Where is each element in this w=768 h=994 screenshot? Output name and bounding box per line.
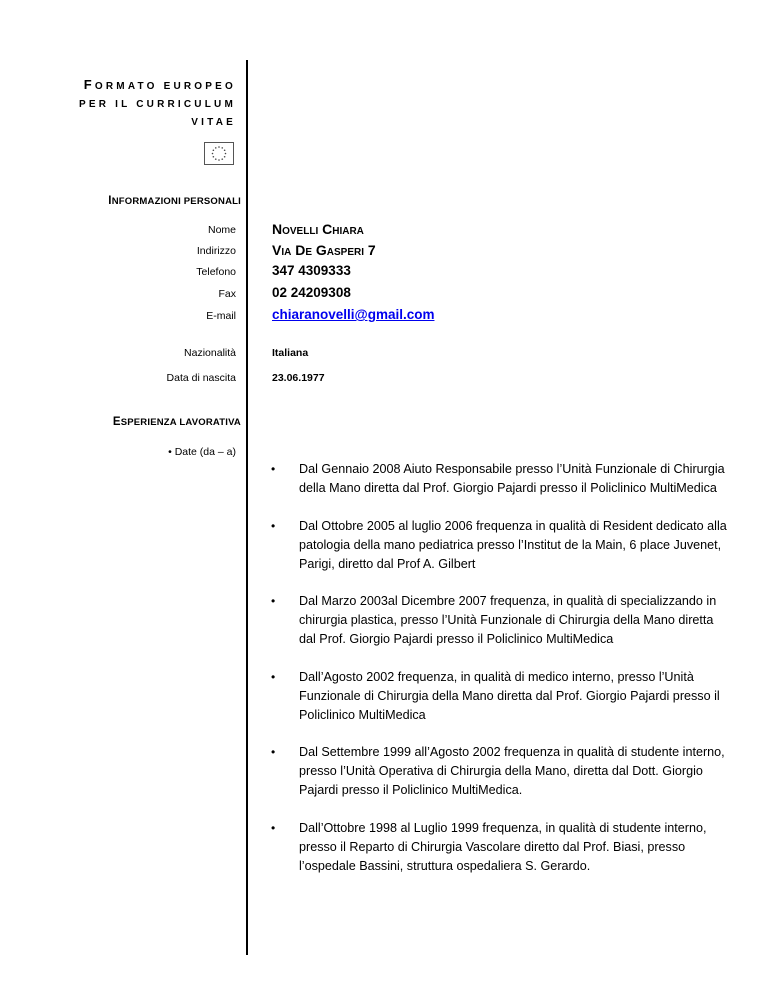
work-experience-heading <box>113 416 241 428</box>
nationality-label: Nazionalità <box>184 347 236 359</box>
bullet-icon: • <box>271 745 276 759</box>
experience-text: Dal Ottobre 2005 al luglio 2006 frequenza in qualità di Resident dedicato alla patologia della mano pediatrica presso l’Institut de la Main, 6 place Juvenet, Parigi, diretto dal Prof A. Gilbert <box>299 518 727 571</box>
email-label: E-mail <box>206 310 236 322</box>
birthdate-value: 23.06.1977 <box>272 372 325 384</box>
experience-list <box>270 460 730 894</box>
email-link[interactable]: chiaranovelli@gmail.com <box>272 307 435 322</box>
experience-text: Dal Settembre 1999 all’Agosto 2002 frequenza in qualità di studente interno, presso l’Unità Operativa di Chirurgia della Mano, diretta dal Dott. Giorgio Pajardi presso il Policlinico MultiMedica. <box>299 745 725 797</box>
bullet-icon: • <box>271 462 276 476</box>
title-line-2: PER IL CURRICULUM <box>79 99 236 110</box>
bullet-icon: • <box>271 594 276 608</box>
title-line-1 <box>79 76 236 96</box>
experience-item <box>270 460 730 498</box>
title-line-3: VITAE <box>191 117 236 128</box>
eu-flag-icon <box>204 142 234 165</box>
bullet-icon: • <box>271 518 276 533</box>
experience-text: Dall’Ottobre 1998 al Luglio 1999 frequenza, in qualità di studente interno, presso il Reparto di Chirurgia Vascolare diretto dal Prof. Biasi, presso l’ospedale Bassini, struttura ospedaliera S. Gerardo. <box>299 820 707 873</box>
experience-item <box>270 819 730 876</box>
date-range-label: • Date (da – a) <box>168 446 236 458</box>
bullet-icon: • <box>271 669 276 684</box>
fax-label: Fax <box>218 288 236 300</box>
title-line-1-rest: ORMATO EUROPEO <box>94 81 236 92</box>
experience-text: Dal Gennaio 2008 Aiuto Responsabile presso l’Unità Funzionale di Chirurgia della Mano diretta dal Prof. Giorgio Pajardi presso il Policlinico MultiMedica <box>299 462 725 495</box>
heading-initial: E <box>112 416 121 428</box>
name-label: Nome <box>207 224 236 236</box>
experience-text: Dall’Agosto 2002 frequenza, in qualità di medico interno, presso l’Unità Funzionale di Chirurgia della Mano diretta dal Prof. Giorgio Pajardi presso il Policlinico MultiMedica <box>299 669 720 722</box>
heading-initial: I <box>108 195 112 207</box>
experience-item <box>270 592 730 649</box>
fax-value: 02 24209308 <box>272 285 351 300</box>
personal-info-heading <box>108 195 241 207</box>
address-label: Indirizzo <box>196 245 236 257</box>
phone-value: 347 4309333 <box>272 263 351 278</box>
name-value: Novelli Chiara <box>272 221 364 237</box>
experience-item <box>270 743 730 800</box>
experience-text: Dal Marzo 2003al Dicembre 2007 frequenza, in qualità di specializzando in chirurgia plastica, presso l’Unità Funzionale di Chirurgia della Mano diretta dal Prof. Giorgio Pajardi presso il Policlinico MultiMedica <box>299 594 717 646</box>
column-divider <box>246 60 248 955</box>
title-initial-f: F <box>83 77 95 92</box>
experience-item <box>270 517 730 574</box>
experience-item <box>270 668 730 725</box>
bullet-icon: • <box>271 820 276 835</box>
nationality-value: Italiana <box>272 347 309 359</box>
phone-label: Telefono <box>196 266 236 278</box>
heading-rest: SPERIENZA LAVORATIVA <box>120 417 241 428</box>
birthdate-label: Data di nascita <box>166 372 236 384</box>
heading-rest: NFORMAZIONI PERSONALI <box>111 196 241 207</box>
address-value: Via De Gasperi 7 <box>272 242 376 258</box>
cv-format-title <box>79 76 236 132</box>
